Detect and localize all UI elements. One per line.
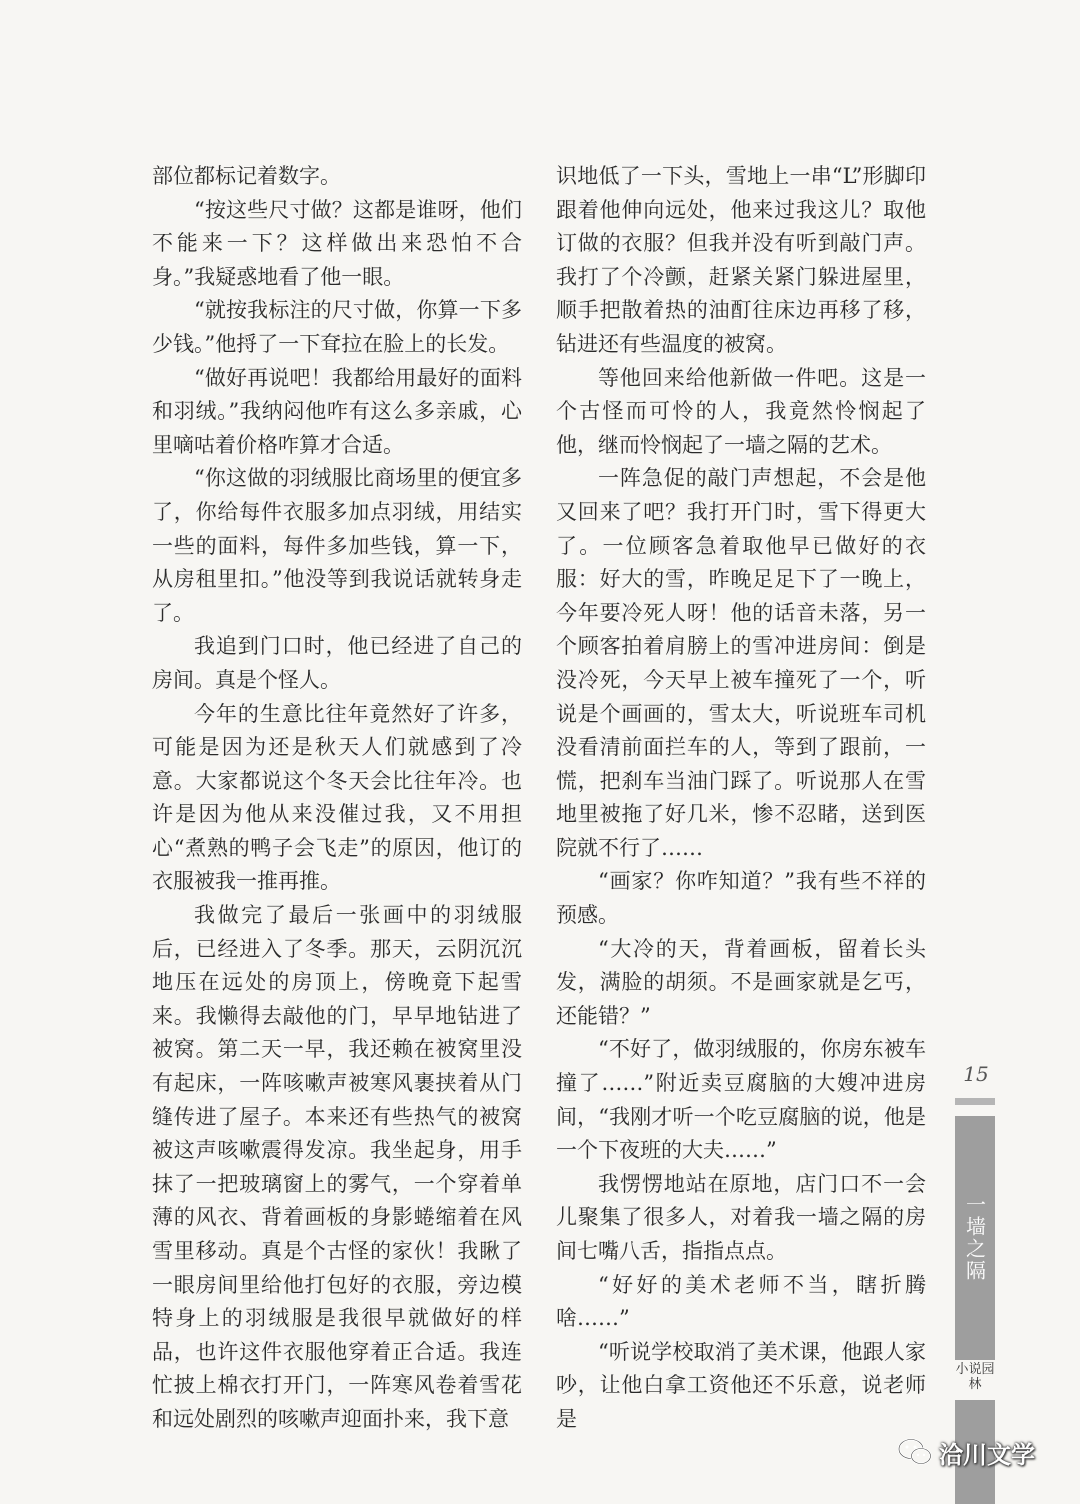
paragraph: 一阵急促的敲门声想起，不会是他又回来了吧？我打开门时，雪下得更大了。一位顾客急着取他早已做好的衣服：好大的雪，昨晚足足下了一晚上，今年要冷死人呀！他的话音未落，另一个顾客拍着肩膀上的雪冲进房间：倒是没冷死，今天早上被车撞死了一个，听说是个画画的，雪太大，听说班车司机没看清前面拦车的人，等到了跟前，一慌，把刹车当油门踩了。听说那人在雪地里被拖了好几米，惨不忍睹，送到医院就不行了……: [556, 466, 926, 860]
side-rule: [955, 1098, 995, 1105]
paragraph: “你这做的羽绒服比商场里的便宜多了，你给每件衣服多加点羽绒，用结实一些的面料，每件多加些钱，算一下，从房租里扣。”他没等到我说话就转身走了。: [152, 466, 522, 625]
section-label: 小说园林: [955, 1362, 995, 1392]
wechat-icon: [897, 1437, 933, 1467]
paragraph: 部位都标记着数字。: [152, 164, 341, 188]
paragraph: 识地低了一下头，雪地上一串“L”形脚印跟着他伸向远处，他来过我这儿？取他订做的衣服？但我并没有听到敲门声。我打了个冷颤，赶紧关紧门躲进屋里，顺手把散着热的油酊往床边再移了移，钻进还有些温度的被窝。: [556, 164, 926, 356]
side-story-title: 一墙之隔: [962, 1194, 987, 1282]
paragraph: “不好了，做羽绒服的，你房东被车撞了……”附近卖豆腐脑的大嫂冲进房间，“我刚才听一个吃豆腐脑的说，他是一个下夜班的大夫……”: [556, 1037, 926, 1163]
paragraph: “按这些尺寸做？这都是谁呀，他们不能来一下？这样做出来恐怕不合身。”我疑惑地看了他一眼。: [152, 197, 522, 289]
left-text-column: [152, 160, 522, 1437]
paragraph: “做好再说吧！我都给用最好的面料和羽绒。”我纳闷他咋有这么多亲戚，心里嘀咕着价格咋算才合适。: [152, 365, 522, 457]
watermark: [897, 1432, 1035, 1472]
paragraph: 我做完了最后一张画中的羽绒服后，已经进入了冬季。那天，云阴沉沉地压在远处的房顶上，傍晚竟下起雪来。我懒得去敲他的门，早早地钻进了被窝。第二天一早，我还赖在被窝里没有起床，一阵咳嗽声被寒风裹挟着从门缝传进了屋子。本来还有些热气的被窝被这声咳嗽震得发凉。我坐起身，用手抹了一把玻璃窗上的雾气，一个穿着单薄的风衣、背着画板的身影蜷缩着在风雪里移动。真是个古怪的家伙！我瞅了一眼房间里给他打包好的衣服，旁边模特身上的羽绒服是我很早就做好的样品，也许这件衣服他穿着正合适。我连忙披上棉衣打开门，一阵寒风卷着雪花和远处剧烈的咳嗽声迎面扑来，我下意: [152, 903, 522, 1431]
paragraph: “就按我标注的尺寸做，你算一下多少钱。”他捋了一下耷拉在脸上的长发。: [152, 298, 522, 356]
paragraph: “大冷的天，背着画板，留着长头发，满脸的胡须。不是画家就是乞丐，还能错？”: [556, 936, 926, 1028]
side-tab: [955, 1116, 995, 1360]
paragraph: “听说学校取消了美术课，他跟人家吵，让他白拿工资他还不乐意，说老师是: [556, 1339, 926, 1431]
paragraph: 我追到门口时，他已经进了自己的房间。真是个怪人。: [152, 634, 522, 692]
paragraph: 我愣愣地站在原地，店门口不一会儿聚集了很多人，对着我一墙之隔的房间七嘴八舌，指指点点。: [556, 1171, 926, 1263]
watermark-text: 洽川文学: [939, 1440, 1035, 1469]
page-number: 15: [963, 1062, 989, 1086]
paragraph: “画家？你咋知道？”我有些不祥的预感。: [556, 869, 926, 928]
paragraph: “好好的美术老师不当，瞎折腾啥……”: [556, 1272, 926, 1331]
right-text-column: [556, 160, 926, 1437]
paragraph: 等他回来给他新做一件吧。这是一个古怪而可怜的人，我竟然怜悯起了他，继而怜悯起了一墙之隔的艺术。: [556, 365, 926, 457]
paragraph: 今年的生意比往年竟然好了许多，可能是因为还是秋天人们就感到了冷意。大家都说这个冬天会比往年冷。也许是因为他从来没催过我，又不用担心“煮熟的鸭子会飞走”的原因，他订的衣服被我一推再推。: [152, 701, 522, 894]
